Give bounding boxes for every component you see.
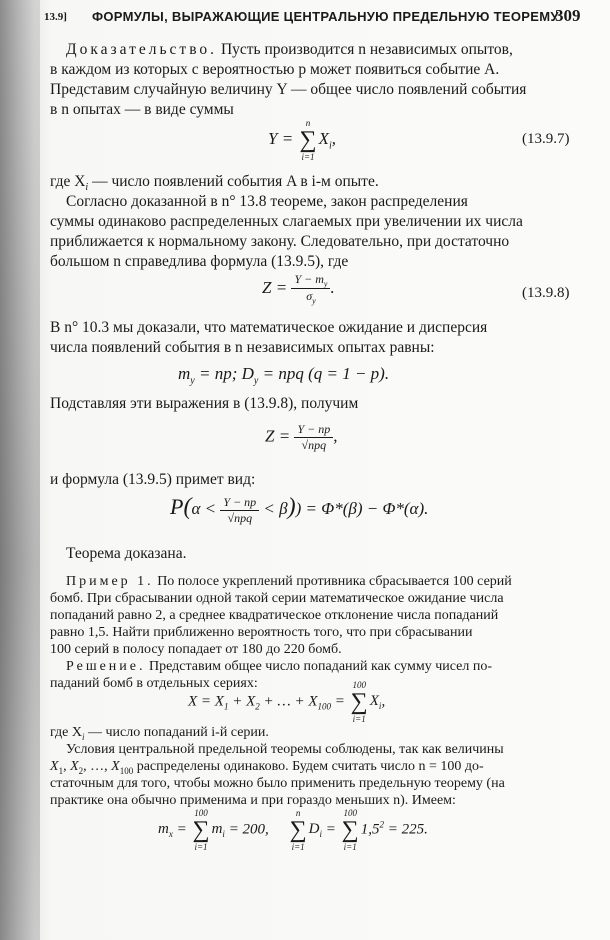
proof-line-8: приближается к нормальному закону. Следовательно, при достаточно (50, 233, 510, 250)
proof-line-2: в каждом из которых с вероятностью p может появиться событие A. (50, 61, 500, 78)
proof-line-5: где $X_i$ — число появлений события A в i-м опыте. (50, 173, 379, 194)
proof-line-13: и формула (13.9.5) примет вид: (50, 471, 256, 488)
sum-symbol: n ∑ i=1 (299, 118, 317, 162)
equation-sum-X: $X = X_1 + X_2$ + … + $X_{100}$ = 100 ∑ i=1 $X_i$, (188, 680, 386, 724)
page-binding-shadow (0, 0, 40, 940)
proof-line-4: в n опытах — в виде суммы (50, 101, 234, 118)
section-number: 13.9] (44, 11, 67, 23)
equation-13-9-8: Z = $\frac{Y - m_y}{\sigma_y}$ . (262, 272, 335, 306)
proof-line-7: суммы одинаково распределенных слагаемых при увеличении их числа (50, 213, 523, 230)
equation-number-13-9-7: (13.9.7) (522, 131, 570, 147)
example-line-1: Пример 1. По полосе укреплений противника сбрасывается 100 серий (66, 574, 512, 589)
solution-line-6: статочным для того, чтобы можно было применить предельную теорему (на (50, 776, 505, 791)
solution-line-5: $X_1$, $X_2$, …, $X_{100}$ распределены одинаково. Будем считать число n = 100 до- (50, 759, 484, 776)
proof-line-11: числа появлений события в n независимых опытах равны: (50, 339, 435, 356)
proof-line-6: Согласно доказанной в n° 13.8 теореме, закон распределения (66, 193, 468, 210)
proof-line-3: Представим случайную величину Y — общее число появлений события (50, 81, 527, 98)
solution-line-3: где $X_i$ — число попаданий i-й серии. (50, 725, 269, 742)
proof-line-9: большом n справедлива формула (13.9.5), где (50, 253, 349, 270)
solution-line-4: Условия центральной предельной теоремы соблюдены, так как величины (66, 742, 504, 757)
example-line-2: бомб. При сбрасывании одной такой серии математическое ожидание числа (50, 591, 504, 606)
solution-line-7: практике она обычно применима и при гораздо меньших n). Имеем: (50, 793, 456, 808)
example-line-5: 100 серий в полосу попадает от 180 до 220 бомб. (50, 642, 342, 657)
page-number: 309 (555, 6, 581, 25)
running-title: ФОРМУЛЫ, ВЫРАЖАЮЩИЕ ЦЕНТРАЛЬНУЮ ПРЕДЕЛЬНУЮ ТЕОРЕМУ (92, 9, 559, 24)
proof-line-10: В n° 10.3 мы доказали, что математическое ожидание и дисперсия (50, 319, 488, 336)
proof-line-12: Подставляя эти выражения в (13.9.8), получим (50, 395, 359, 412)
equation-final: $m_x$ = 100 ∑ i=1 $m_i = 200$, n ∑ i=1 $D_i$ = 100 ∑ i=1 $1,5^2 = 225$. (158, 808, 428, 852)
equation-probability: P(α < $\frac{Y - np}{\text{√npq}}$ < β)) = Φ*(β) − Φ*(α). (170, 494, 429, 525)
equation-13-9-7: Y = n ∑ i=1 $X_i$, (268, 118, 336, 162)
equation-number-13-9-8: (13.9.8) (522, 285, 570, 301)
solution-line-2: паданий бомб в отдельных сериях: (50, 676, 258, 691)
example-line-3: попаданий равно 2, а среднее квадратическое отклонение числа попаданий (50, 608, 499, 623)
proof-conclusion: Теорема доказана. (66, 545, 187, 562)
equation-Z-normalized: Z = $\frac{Y - np}{\text{√npq}}$ , (265, 422, 338, 452)
solution-line-1: Решение. Представим общее число попаданий как сумму чисел по- (66, 659, 492, 674)
proof-line-1: Доказательство. Пусть производится n независимых опытов, (66, 41, 513, 58)
equation-moments: $m_y$ = np; $D_y$ = npq (q = 1 − p). (178, 364, 390, 387)
example-line-4: равно 1,5. Найти приближенно вероятность того, что при сбрасывании (50, 625, 473, 640)
